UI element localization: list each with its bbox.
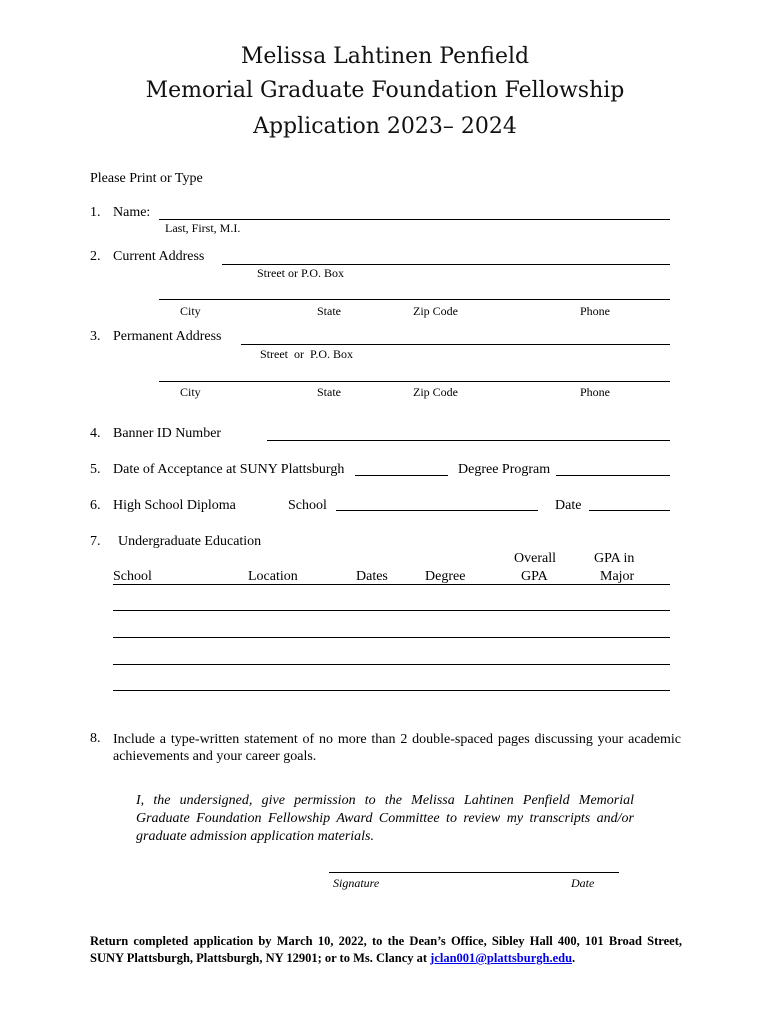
return-instructions [90, 933, 682, 967]
degree-program-label: Degree Program [458, 462, 551, 477]
return-instructions-text: Return completed application by March 10, 2022, to the Dean’s Office, Sibley Hall 400, 101 Broad Street, SUNY Plattsburgh, Plattsburgh, NY 12901; or to Ms. Clancy at [90, 934, 682, 965]
degree-program-field[interactable] [556, 475, 670, 476]
col-degree: Degree [425, 569, 466, 584]
permission-text: I, the undersigned, give permission to the Melissa Lahtinen Penfield Memorial Graduate Foundation Fellowship Award Committee to review my transcripts and/or graduate admission application materials. [136, 793, 634, 844]
col-overall-line1: Overall [514, 551, 556, 566]
permanent-city-line-field[interactable] [159, 381, 670, 382]
name-label: Name: [113, 205, 151, 220]
item-number: 1. [90, 205, 101, 220]
banner-id-label: Banner ID Number [113, 426, 222, 441]
col-location: Location [248, 569, 298, 584]
title-line-2: Memorial Graduate Foundation Fellowship [145, 78, 625, 103]
table-row[interactable] [113, 690, 670, 691]
permanent-zip-hint: Zip Code [413, 385, 458, 399]
instructions: Please Print or Type [90, 171, 203, 186]
item-number: 2. [90, 249, 101, 264]
acceptance-date-field[interactable] [355, 475, 448, 476]
school-label: School [288, 498, 327, 513]
signature-field[interactable] [329, 872, 619, 873]
acceptance-date-label: Date of Acceptance at SUNY Plattsburgh [113, 462, 345, 477]
permanent-street-field[interactable] [241, 344, 670, 345]
permanent-city-hint: City [180, 385, 201, 399]
email-link[interactable]: jclan001@plattsburgh.edu [430, 951, 573, 965]
date-label: Date [555, 498, 582, 513]
high-school-field[interactable] [336, 510, 538, 511]
item-number: 4. [90, 426, 101, 441]
col-major-line1: GPA in [594, 551, 635, 566]
title-line-1: Melissa Lahtinen Penfield [240, 44, 530, 69]
name-hint: Last, First, M.I. [165, 221, 241, 235]
name-field[interactable] [159, 219, 670, 220]
current-zip-hint: Zip Code [413, 304, 458, 318]
item-number: 6. [90, 498, 101, 513]
item-number: 3. [90, 329, 101, 344]
permanent-address-label: Permanent Address [113, 329, 222, 344]
col-major-line2: Major [600, 569, 635, 584]
signature-label: Signature [333, 876, 380, 890]
undergrad-label: Undergraduate Education [118, 534, 262, 549]
current-phone-hint: Phone [580, 304, 610, 318]
table-row[interactable] [113, 664, 670, 665]
table-header-underline [113, 584, 670, 585]
statement-instruction: Include a type-written statement of no more than 2 double-spaced pages discussing your academic achievements and your career goals. [113, 732, 681, 764]
footer-period: . [572, 951, 576, 965]
permanent-state-hint: State [317, 385, 341, 399]
high-school-label: High School Diploma [113, 498, 236, 513]
current-city-hint: City [180, 304, 201, 318]
current-street-hint: Street or P.O. Box [257, 266, 344, 280]
col-school: School [113, 569, 152, 584]
high-school-date-field[interactable] [589, 510, 670, 511]
col-dates: Dates [356, 569, 388, 584]
item-number: 8. [90, 731, 101, 746]
col-overall-line2: GPA [521, 569, 548, 584]
current-state-hint: State [317, 304, 341, 318]
permanent-street-hint: Street or P.O. Box [260, 347, 353, 361]
item-number: 5. [90, 462, 101, 477]
banner-id-field[interactable] [267, 440, 670, 441]
title-line-3: Application 2023– 2024 [253, 114, 517, 139]
table-row[interactable] [113, 637, 670, 638]
table-row[interactable] [113, 610, 670, 611]
current-street-field[interactable] [222, 264, 670, 265]
current-city-line-field[interactable] [159, 299, 670, 300]
permanent-phone-hint: Phone [580, 385, 610, 399]
current-address-label: Current Address [113, 249, 205, 264]
signature-date-label: Date [571, 876, 595, 890]
item-number: 7. [90, 534, 101, 549]
